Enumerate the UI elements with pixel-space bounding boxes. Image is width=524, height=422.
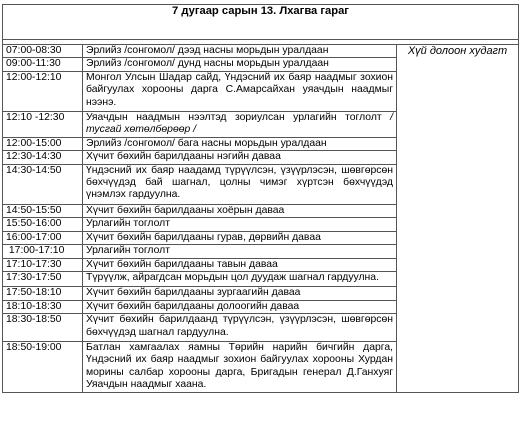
- event-cell: Хүчит бөхийн барилдаанд түрүүлсэн, үзүүрлэсэн, шөвгөрсөн бөхчүүдэд шагнал гардуулна.: [83, 314, 397, 342]
- time-cell: 15:50-16:00: [3, 218, 83, 231]
- event-cell: Үндэсний их баяр наадамд түрүүлсэн, үзүүрлэсэн, шөвгөрсөн бөхчүүдэд бай шагнал, цолны чимэг хүртсэн бөхчүүдэд үнэмлэх гардуулна.: [83, 164, 397, 204]
- time-cell: 18:50-19:00: [3, 341, 83, 392]
- time-cell: 12:00-12:10: [3, 71, 83, 111]
- table-row: [3, 45, 519, 58]
- event-text: Уяачдын наадмын нээлтэд зориулсан урлагийн тоглолт: [86, 112, 382, 124]
- time-cell: 12:10 -12:30: [3, 112, 83, 138]
- event-cell: Урлагийн тоглолт: [83, 245, 397, 258]
- time-cell: 16:00-17:00: [3, 231, 83, 244]
- time-cell: 14:30-14:50: [3, 164, 83, 204]
- event-cell: Хүчит бөхийн барилдааны хоёрын даваа: [83, 204, 397, 217]
- time-cell: 14:50-15:50: [3, 204, 83, 217]
- event-cell: Эрлийз /сонгомол/ дээд насны морьдын уралдаан: [83, 45, 397, 58]
- schedule-table: [2, 4, 519, 393]
- time-cell: 17:10-17:30: [3, 258, 83, 271]
- event-note: / тусгай хөтөлбөрөөр /: [86, 112, 393, 136]
- event-cell: Хүчит бөхийн барилдааны нэгийн даваа: [83, 151, 397, 164]
- event-cell: Эрлийз /сонгомол/ бага насны морьдын уралдаан: [83, 137, 397, 150]
- time-cell: 17:30-17:50: [3, 271, 83, 286]
- schedule-title: 7 дугаар сарын 13. Лхагва гараг: [3, 5, 519, 40]
- time-cell: 18:30-18:50: [3, 314, 83, 342]
- venue-cell: Хүй долоон худагт: [397, 45, 519, 393]
- time-cell: 18:10-18:30: [3, 300, 83, 313]
- event-cell: Хүчит бөхийн барилдааны долоогийн даваа: [83, 300, 397, 313]
- time-cell: 09:00-11:30: [3, 58, 83, 71]
- event-cell: Монгол Улсын Шадар сайд, Үндэсний их баяр наадмыг зохион байгуулах хорооны дарга С.Амарсайхан уяачдын наадмыг нээнэ.: [83, 71, 397, 111]
- event-cell: Хүчит бөхийн барилдааны гурав, дөрвийн даваа: [83, 231, 397, 244]
- event-cell: Урлагийн тоглолт: [83, 218, 397, 231]
- event-cell: Хүчит бөхийн барилдааны тавын даваа: [83, 258, 397, 271]
- event-cell: Хүчит бөхийн барилдааны зургаагийн даваа: [83, 287, 397, 300]
- time-cell: 17:00-17:10: [3, 245, 83, 258]
- time-cell: 12:30-14:30: [3, 151, 83, 164]
- time-cell: 12:00-15:00: [3, 137, 83, 150]
- event-cell: Түрүүлж, айрагдсан морьдын цол дуудаж шагнал гардуулна.: [83, 271, 397, 286]
- schedule-document: [2, 4, 518, 393]
- event-cell: [83, 112, 397, 138]
- time-cell: 17:50-18:10: [3, 287, 83, 300]
- time-cell: 07:00-08:30: [3, 45, 83, 58]
- event-cell: Батлан хамгаалах яамны Төрийн нарийн бичгийн дарга, Үндэсний их баяр наадмыг зохион байгуулах хорооны Хурдан морины салбар хорооны дарга, Бригадын генерал Д.Ганхуяг Уяачдын наадмыг хаана.: [83, 341, 397, 392]
- event-cell: Эрлийз /сонгомол/ дунд насны морьдын уралдаан: [83, 58, 397, 71]
